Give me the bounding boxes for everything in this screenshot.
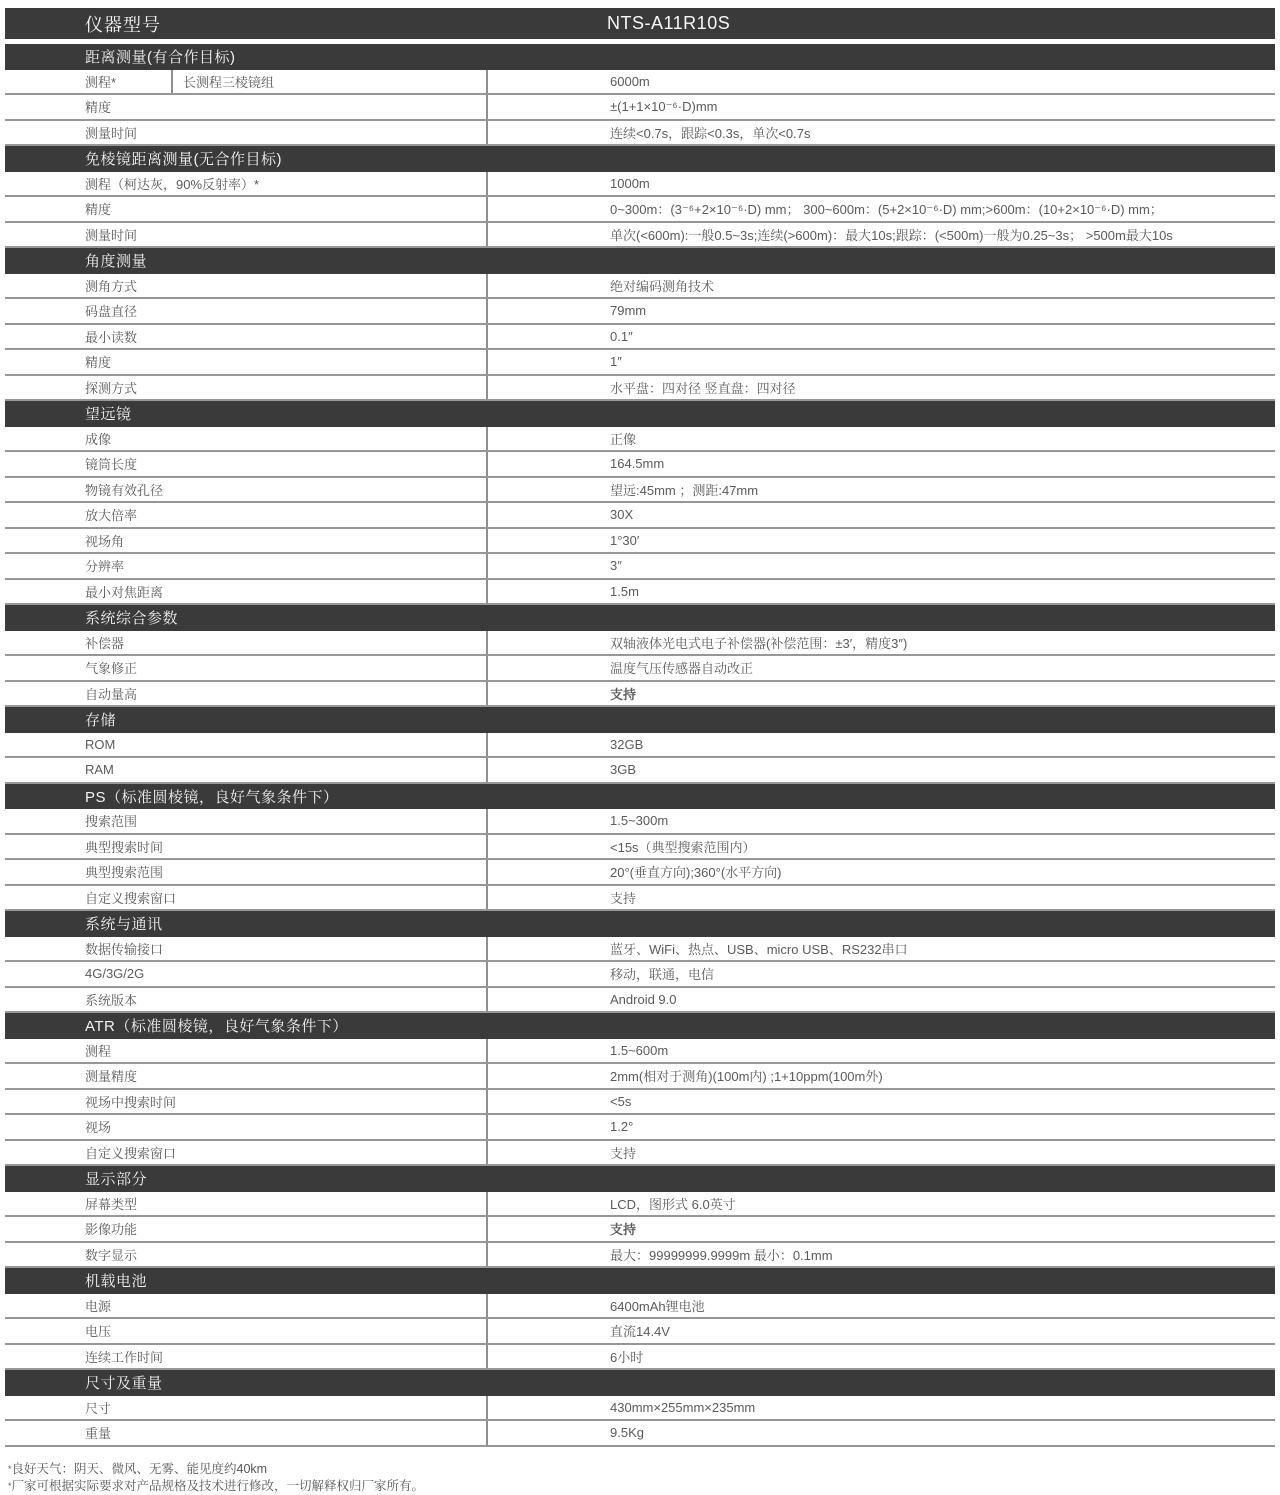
model-title-bar <box>5 8 1275 39</box>
spec-row <box>5 1294 1275 1320</box>
section-header <box>5 401 1275 427</box>
row-label: 精度 <box>5 197 488 221</box>
row-value: 9.5Kg <box>610 1425 644 1441</box>
row-value: 单次(<600m):一般0.5~3s;连续(>600m)：最大10s;跟踪：(<500m)一般为0.25~3s； >500m最大10s <box>610 227 1173 243</box>
row-label: 电源 <box>5 1294 488 1318</box>
section-header <box>5 44 1275 70</box>
spec-table <box>5 44 1275 1447</box>
row-label: 气象修正 <box>5 656 488 680</box>
section-header <box>5 605 1275 631</box>
section-header <box>5 1166 1275 1192</box>
spec-row <box>5 962 1275 988</box>
row-value: 支持 <box>610 1145 637 1161</box>
row-label: 镜筒长度 <box>5 452 488 476</box>
row-value: 1.2° <box>610 1119 634 1135</box>
footnotes <box>5 1461 1275 1495</box>
spec-row <box>5 70 1275 96</box>
row-value: 20°(垂直方向);360°(水平方向) <box>610 865 782 881</box>
spec-row <box>5 1243 1275 1269</box>
spec-row <box>5 376 1275 402</box>
spec-row <box>5 580 1275 606</box>
spec-row <box>5 478 1275 504</box>
row-label: 测量精度 <box>5 1064 488 1088</box>
section-title: ATR（标准圆棱镜，良好气象条件下） <box>85 1018 348 1036</box>
spec-row <box>5 1115 1275 1141</box>
row-value: 连续<0.7s，跟踪<0.3s，单次<0.7s <box>610 125 811 141</box>
section-title: 机载电池 <box>85 1273 148 1291</box>
row-label: 重量 <box>5 1421 488 1445</box>
row-label: 视场角 <box>5 529 488 553</box>
row-label: 最小对焦距离 <box>5 580 488 604</box>
row-value: 164.5mm <box>610 456 665 472</box>
spec-row <box>5 809 1275 835</box>
row-label: 视场中搜索时间 <box>5 1090 488 1114</box>
row-value: 1.5~600m <box>610 1042 669 1058</box>
row-value: 支持 <box>610 1222 637 1238</box>
spec-row <box>5 197 1275 223</box>
row-value: 79mm <box>610 303 647 319</box>
row-label: 精度 <box>5 350 488 374</box>
spec-row <box>5 758 1275 784</box>
row-value: <5s <box>610 1093 632 1109</box>
section-title: 系统综合参数 <box>85 610 179 628</box>
row-label: ROM <box>5 733 488 757</box>
section-header <box>5 248 1275 274</box>
spec-row <box>5 121 1275 147</box>
spec-row <box>5 350 1275 376</box>
spec-row <box>5 937 1275 963</box>
section-title: 距离测量(有合作目标) <box>85 49 236 67</box>
spec-row <box>5 325 1275 351</box>
row-value: 32GB <box>610 736 644 752</box>
row-value: 0~300m：(3⁻⁶+2×10⁻⁶·D) mm； 300~600m：(5+2×10⁻⁶·D) mm;>600m：(10+2×10⁻⁶·D) mm； <box>610 202 1163 218</box>
spec-row <box>5 733 1275 759</box>
row-label: 数据传输接口 <box>5 937 488 961</box>
spec-row <box>5 631 1275 657</box>
row-label: 系统版本 <box>5 988 488 1012</box>
row-label: 放大倍率 <box>5 503 488 527</box>
row-value: 支持 <box>610 686 637 702</box>
section-title: 望远镜 <box>85 406 132 424</box>
row-value: 1.5m <box>610 583 639 599</box>
row-value: 2mm(相对于测角)(100m内) ;1+10ppm(100m外) <box>610 1069 883 1085</box>
model-number: NTS-A11R10S <box>607 13 731 33</box>
spec-row <box>5 860 1275 886</box>
spec-row <box>5 274 1275 300</box>
row-value: 望远:45mm ；测距:47mm <box>610 482 759 498</box>
row-label: 码盘直径 <box>5 299 488 323</box>
row-label: 电压 <box>5 1319 488 1343</box>
row-label: 精度 <box>5 95 488 119</box>
footnote-mark: * <box>8 1480 12 1491</box>
spec-row <box>5 886 1275 912</box>
row-label: 分辨率 <box>5 554 488 578</box>
row-value: <15s（典型搜索范围内） <box>610 839 756 855</box>
row-value: 1000m <box>610 175 650 191</box>
row-label: 测程 <box>5 1039 488 1063</box>
section-title: 尺寸及重量 <box>85 1375 163 1393</box>
row-label: 自动量高 <box>5 682 488 706</box>
row-label: 4G/3G/2G <box>5 962 488 986</box>
section-title: 角度测量 <box>85 253 148 271</box>
spec-row <box>5 1141 1275 1167</box>
footnote-mark: * <box>8 1463 12 1474</box>
row-value: 3GB <box>610 762 637 778</box>
footnote <box>8 1478 1275 1495</box>
spec-row <box>5 299 1275 325</box>
spec-row <box>5 1064 1275 1090</box>
row-value: 0.1″ <box>610 328 633 344</box>
row-value: 6000m <box>610 73 650 89</box>
section-header <box>5 1268 1275 1294</box>
section-title: 存储 <box>85 712 117 730</box>
row-label: 测程* <box>5 70 173 94</box>
row-label: 数字显示 <box>5 1243 488 1267</box>
row-label: 物镜有效孔径 <box>5 478 488 502</box>
spec-row <box>5 95 1275 121</box>
section-header <box>5 784 1275 810</box>
row-label: 测角方式 <box>5 274 488 298</box>
row-value: LCD，图形式 6.0英寸 <box>610 1196 736 1212</box>
row-value: 移动，联通，电信 <box>610 967 715 983</box>
section-title: 免棱镜距离测量(无合作目标) <box>85 151 282 169</box>
row-value: 支持 <box>610 890 637 906</box>
spec-row <box>5 223 1275 249</box>
row-value: 直流14.4V <box>610 1324 670 1340</box>
row-label: 典型搜索时间 <box>5 835 488 859</box>
spec-row <box>5 554 1275 580</box>
spec-row <box>5 682 1275 708</box>
section-title: 系统与通讯 <box>85 916 163 934</box>
section-header <box>5 146 1275 172</box>
spec-row <box>5 656 1275 682</box>
footnote <box>8 1461 1275 1478</box>
row-label: 成像 <box>5 427 488 451</box>
row-value: Android 9.0 <box>610 991 677 1007</box>
row-label: 补偿器 <box>5 631 488 655</box>
spec-row <box>5 1421 1275 1447</box>
row-value: 430mm×255mm×235mm <box>610 1399 756 1415</box>
row-label: 屏幕类型 <box>5 1192 488 1216</box>
row-label: 典型搜索范围 <box>5 860 488 884</box>
spec-row <box>5 1396 1275 1422</box>
spec-row <box>5 452 1275 478</box>
row-label-cell <box>5 70 488 94</box>
model-title-label: 仪器型号 <box>85 14 161 35</box>
spec-row <box>5 988 1275 1014</box>
row-value: 1°30′ <box>610 532 640 548</box>
section-header <box>5 911 1275 937</box>
row-label: 自定义搜索窗口 <box>5 1141 488 1165</box>
row-label: 连续工作时间 <box>5 1345 488 1369</box>
row-value: 1″ <box>610 354 622 370</box>
section-header <box>5 1370 1275 1396</box>
row-value: ±(1+1×10⁻⁶·D)mm <box>610 98 718 114</box>
row-value: 30X <box>610 507 634 523</box>
row-label: 尺寸 <box>5 1396 488 1420</box>
row-label: 探测方式 <box>5 376 488 400</box>
row-value: 双轴液体光电式电子补偿器(补偿范围：±3′，精度3″) <box>610 635 908 651</box>
row-label: 测程（柯达灰，90%反射率）* <box>5 172 488 196</box>
section-header <box>5 707 1275 733</box>
row-sublabel: 长测程三棱镜组 <box>183 74 275 90</box>
row-value: 6小时 <box>610 1349 644 1365</box>
row-value: 6400mAh锂电池 <box>610 1298 705 1314</box>
row-value: 蓝牙、WiFi、热点、USB、micro USB、RS232串口 <box>610 941 908 957</box>
spec-row <box>5 1039 1275 1065</box>
row-label: 影像功能 <box>5 1217 488 1241</box>
spec-row <box>5 1192 1275 1218</box>
row-value: 温度气压传感器自动改正 <box>610 661 754 677</box>
row-value: 最大：99999999.9999m 最小：0.1mm <box>610 1247 833 1263</box>
row-value: 水平盘：四对径 竖直盘：四对径 <box>610 380 796 396</box>
spec-row <box>5 835 1275 861</box>
row-label: RAM <box>5 758 488 782</box>
spec-row <box>5 1090 1275 1116</box>
row-value: 绝对编码测角技术 <box>610 278 715 294</box>
section-title: PS（标准圆棱镜，良好气象条件下） <box>85 788 339 806</box>
footnote-text: 良好天气：阴天、微风、无雾、能见度约40km <box>11 1461 268 1476</box>
spec-row <box>5 1217 1275 1243</box>
spec-row <box>5 427 1275 453</box>
row-label: 最小读数 <box>5 325 488 349</box>
row-value: 3″ <box>610 558 622 574</box>
row-label: 测量时间 <box>5 223 488 247</box>
row-label: 测量时间 <box>5 121 488 145</box>
footnote-text: 厂家可根据实际要求对产品规格及技术进行修改，一切解释权归厂家所有。 <box>11 1478 425 1493</box>
spec-row <box>5 172 1275 198</box>
section-header <box>5 1013 1275 1039</box>
spec-row <box>5 529 1275 555</box>
row-label: 视场 <box>5 1115 488 1139</box>
row-label: 自定义搜索窗口 <box>5 886 488 910</box>
row-label: 搜索范围 <box>5 809 488 833</box>
row-value: 正像 <box>610 431 637 447</box>
section-title: 显示部分 <box>85 1171 148 1189</box>
spec-row <box>5 1319 1275 1345</box>
spec-row <box>5 1345 1275 1371</box>
spec-row <box>5 503 1275 529</box>
row-value: 1.5~300m <box>610 813 669 829</box>
